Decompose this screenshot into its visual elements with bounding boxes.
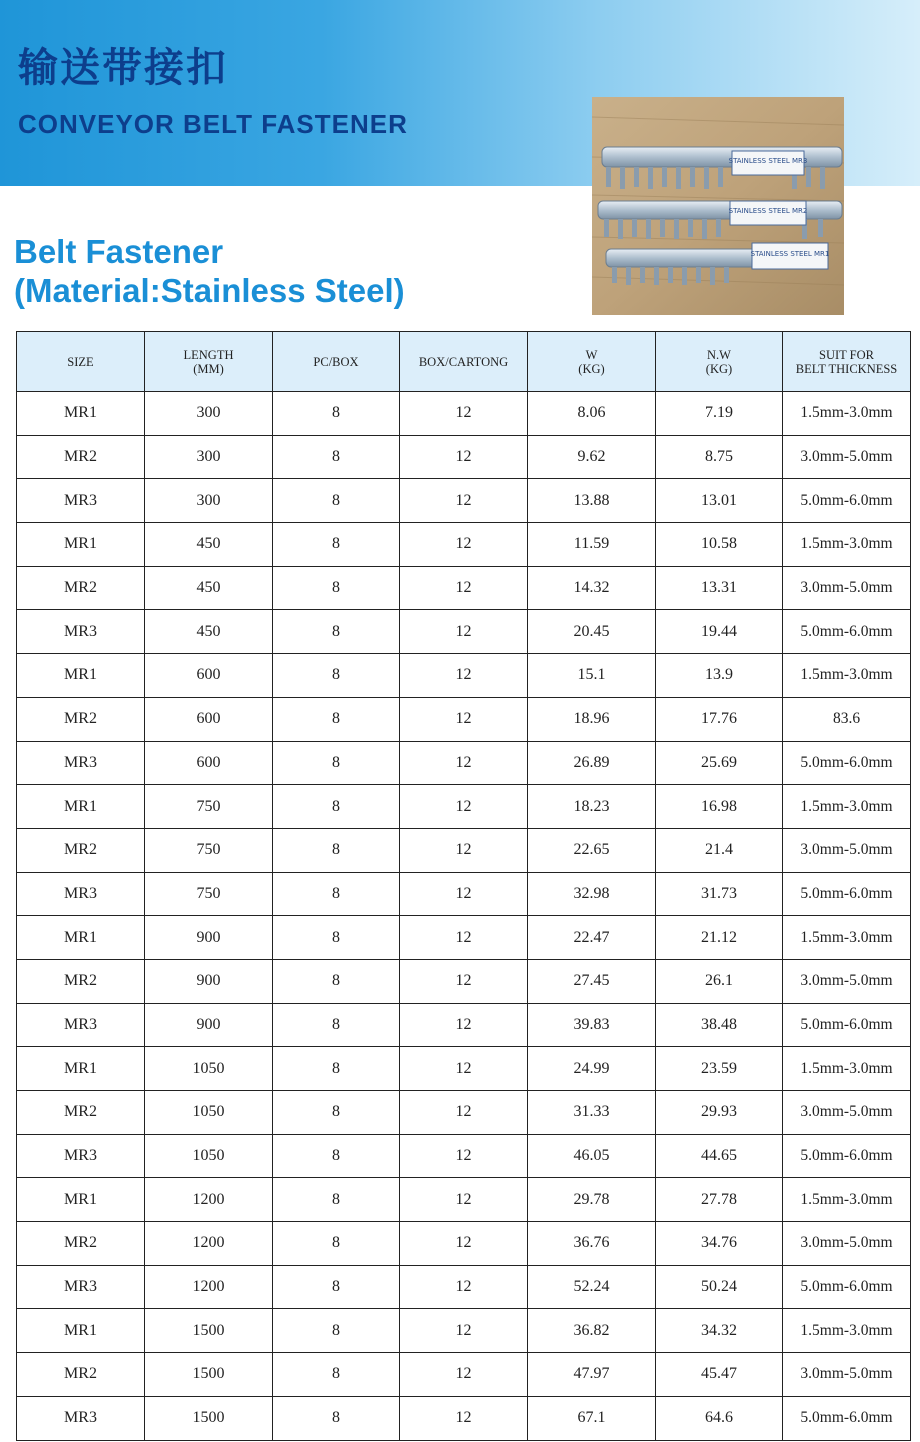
- title-chinese: 输送带接扣: [18, 46, 228, 90]
- cell-size: MR1: [17, 654, 145, 698]
- cell-length: 1200: [145, 1222, 273, 1266]
- cell-pc-box: 8: [273, 1134, 400, 1178]
- cell-net-weight: 7.19: [656, 392, 783, 436]
- table-row: [17, 1178, 911, 1222]
- cell-belt-thickness: 1.5mm-3.0mm: [783, 1309, 911, 1353]
- cell-weight: 47.97: [528, 1353, 656, 1397]
- cell-net-weight: 13.9: [656, 654, 783, 698]
- cell-net-weight: 34.76: [656, 1222, 783, 1266]
- cell-net-weight: 19.44: [656, 610, 783, 654]
- cell-weight: 8.06: [528, 392, 656, 436]
- cell-weight: 52.24: [528, 1265, 656, 1309]
- cell-size: MR2: [17, 1222, 145, 1266]
- table-row: [17, 435, 911, 479]
- cell-box-cartong: 12: [400, 654, 528, 698]
- subtitle-belt-fastener: Belt Fastener: [14, 233, 224, 270]
- cell-length: 300: [145, 435, 273, 479]
- header-weight: [528, 332, 656, 392]
- cell-belt-thickness: 83.6: [783, 697, 911, 741]
- photo-label-mr3: STAINLESS STEEL MR3: [728, 157, 808, 165]
- cell-weight: 24.99: [528, 1047, 656, 1091]
- cell-net-weight: 38.48: [656, 1003, 783, 1047]
- cell-size: MR3: [17, 479, 145, 523]
- cell-size: MR2: [17, 1091, 145, 1135]
- cell-length: 600: [145, 697, 273, 741]
- table-row: [17, 1309, 911, 1353]
- cell-box-cartong: 12: [400, 828, 528, 872]
- cell-pc-box: 8: [273, 872, 400, 916]
- cell-weight: 29.78: [528, 1178, 656, 1222]
- cell-length: 900: [145, 1003, 273, 1047]
- cell-pc-box: 8: [273, 1178, 400, 1222]
- cell-box-cartong: 12: [400, 1309, 528, 1353]
- cell-belt-thickness: 5.0mm-6.0mm: [783, 1003, 911, 1047]
- cell-belt-thickness: 1.5mm-3.0mm: [783, 654, 911, 698]
- header-text: BELT THICKNESS: [795, 361, 898, 376]
- cell-weight: 22.65: [528, 828, 656, 872]
- cell-box-cartong: 12: [400, 1134, 528, 1178]
- table-row: [17, 566, 911, 610]
- table-row: [17, 959, 911, 1003]
- header-text: LENGTH: [183, 347, 234, 362]
- header-row: [17, 332, 911, 392]
- cell-belt-thickness: 3.0mm-5.0mm: [783, 1222, 911, 1266]
- cell-weight: 18.96: [528, 697, 656, 741]
- cell-size: MR2: [17, 828, 145, 872]
- cell-length: 1500: [145, 1353, 273, 1397]
- header-belt-thickness: [783, 332, 911, 392]
- cell-length: 1050: [145, 1091, 273, 1135]
- cell-weight: 14.32: [528, 566, 656, 610]
- table-row: [17, 654, 911, 698]
- cell-box-cartong: 12: [400, 959, 528, 1003]
- header-text: SUIT FOR: [819, 347, 874, 362]
- product-photo: [592, 97, 844, 315]
- header-text: (KG): [705, 361, 733, 376]
- table-row: [17, 1265, 911, 1309]
- cell-length: 1050: [145, 1047, 273, 1091]
- cell-pc-box: 8: [273, 1265, 400, 1309]
- cell-belt-thickness: 5.0mm-6.0mm: [783, 1396, 911, 1440]
- cell-pc-box: 8: [273, 828, 400, 872]
- cell-size: MR3: [17, 610, 145, 654]
- table-row: [17, 1091, 911, 1135]
- cell-belt-thickness: 5.0mm-6.0mm: [783, 610, 911, 654]
- header-text: SIZE: [67, 354, 94, 369]
- spec-table: [16, 331, 911, 1441]
- cell-size: MR2: [17, 435, 145, 479]
- cell-size: MR1: [17, 785, 145, 829]
- header-box-cartong: [400, 332, 528, 392]
- cell-pc-box: 8: [273, 785, 400, 829]
- cell-size: MR3: [17, 1265, 145, 1309]
- cell-length: 750: [145, 872, 273, 916]
- header-text: (MM): [193, 361, 224, 376]
- cell-weight: 26.89: [528, 741, 656, 785]
- cell-box-cartong: 12: [400, 1265, 528, 1309]
- cell-size: MR1: [17, 916, 145, 960]
- table-row: [17, 741, 911, 785]
- cell-pc-box: 8: [273, 1309, 400, 1353]
- cell-size: MR2: [17, 1353, 145, 1397]
- cell-weight: 22.47: [528, 916, 656, 960]
- cell-length: 1500: [145, 1309, 273, 1353]
- header-text: BOX/CARTONG: [418, 354, 509, 369]
- cell-belt-thickness: 1.5mm-3.0mm: [783, 523, 911, 567]
- cell-net-weight: 23.59: [656, 1047, 783, 1091]
- table-row: [17, 916, 911, 960]
- cell-pc-box: 8: [273, 435, 400, 479]
- cell-pc-box: 8: [273, 1353, 400, 1397]
- cell-box-cartong: 12: [400, 610, 528, 654]
- cell-belt-thickness: 5.0mm-6.0mm: [783, 872, 911, 916]
- cell-length: 1500: [145, 1396, 273, 1440]
- cell-weight: 27.45: [528, 959, 656, 1003]
- cell-weight: 13.88: [528, 479, 656, 523]
- cell-box-cartong: 12: [400, 785, 528, 829]
- spec-table-body: [17, 392, 911, 1441]
- cell-net-weight: 25.69: [656, 741, 783, 785]
- cell-belt-thickness: 3.0mm-5.0mm: [783, 1091, 911, 1135]
- table-row: [17, 1396, 911, 1440]
- photo-label-mr2: STAINLESS STEEL MR2: [728, 207, 808, 215]
- cell-size: MR3: [17, 741, 145, 785]
- cell-box-cartong: 12: [400, 916, 528, 960]
- table-row: [17, 1003, 911, 1047]
- cell-pc-box: 8: [273, 392, 400, 436]
- cell-length: 900: [145, 916, 273, 960]
- table-row: [17, 610, 911, 654]
- cell-box-cartong: 12: [400, 1396, 528, 1440]
- cell-box-cartong: 12: [400, 1222, 528, 1266]
- cell-length: 450: [145, 610, 273, 654]
- cell-length: 600: [145, 654, 273, 698]
- cell-weight: 39.83: [528, 1003, 656, 1047]
- cell-size: MR1: [17, 1309, 145, 1353]
- cell-net-weight: 16.98: [656, 785, 783, 829]
- cell-pc-box: 8: [273, 1396, 400, 1440]
- cell-net-weight: 64.6: [656, 1396, 783, 1440]
- table-row: [17, 479, 911, 523]
- cell-belt-thickness: 3.0mm-5.0mm: [783, 435, 911, 479]
- cell-length: 450: [145, 566, 273, 610]
- cell-size: MR2: [17, 959, 145, 1003]
- table-row: [17, 1222, 911, 1266]
- cell-length: 900: [145, 959, 273, 1003]
- cell-belt-thickness: 1.5mm-3.0mm: [783, 392, 911, 436]
- cell-box-cartong: 12: [400, 697, 528, 741]
- title-english: CONVEYOR BELT FASTENER: [18, 109, 408, 139]
- cell-size: MR3: [17, 872, 145, 916]
- cell-size: MR1: [17, 1047, 145, 1091]
- cell-size: MR1: [17, 392, 145, 436]
- cell-belt-thickness: 3.0mm-5.0mm: [783, 1353, 911, 1397]
- cell-weight: 9.62: [528, 435, 656, 479]
- table-row: [17, 1047, 911, 1091]
- cell-weight: 31.33: [528, 1091, 656, 1135]
- cell-pc-box: 8: [273, 1091, 400, 1135]
- cell-net-weight: 34.32: [656, 1309, 783, 1353]
- cell-net-weight: 8.75: [656, 435, 783, 479]
- cell-box-cartong: 12: [400, 435, 528, 479]
- cell-size: MR2: [17, 697, 145, 741]
- cell-length: 750: [145, 785, 273, 829]
- table-row: [17, 697, 911, 741]
- header-text: N.W: [707, 347, 731, 362]
- cell-pc-box: 8: [273, 610, 400, 654]
- cell-weight: 11.59: [528, 523, 656, 567]
- cell-net-weight: 45.47: [656, 1353, 783, 1397]
- cell-belt-thickness: 5.0mm-6.0mm: [783, 479, 911, 523]
- cell-net-weight: 13.31: [656, 566, 783, 610]
- cell-size: MR3: [17, 1134, 145, 1178]
- table-row: [17, 523, 911, 567]
- table-row: [17, 1134, 911, 1178]
- cell-weight: 15.1: [528, 654, 656, 698]
- cell-box-cartong: 12: [400, 872, 528, 916]
- cell-length: 1200: [145, 1265, 273, 1309]
- cell-weight: 20.45: [528, 610, 656, 654]
- cell-belt-thickness: 1.5mm-3.0mm: [783, 1047, 911, 1091]
- header-text: (KG): [578, 361, 605, 376]
- cell-belt-thickness: 3.0mm-5.0mm: [783, 828, 911, 872]
- cell-pc-box: 8: [273, 1222, 400, 1266]
- cell-pc-box: 8: [273, 654, 400, 698]
- table-row: [17, 1353, 911, 1397]
- cell-net-weight: 21.12: [656, 916, 783, 960]
- header-text: PC/BOX: [313, 354, 359, 369]
- cell-belt-thickness: 5.0mm-6.0mm: [783, 1265, 911, 1309]
- cell-belt-thickness: 5.0mm-6.0mm: [783, 1134, 911, 1178]
- cell-net-weight: 31.73: [656, 872, 783, 916]
- cell-size: MR3: [17, 1003, 145, 1047]
- cell-pc-box: 8: [273, 959, 400, 1003]
- cell-pc-box: 8: [273, 523, 400, 567]
- cell-box-cartong: 12: [400, 392, 528, 436]
- cell-length: 300: [145, 392, 273, 436]
- cell-net-weight: 44.65: [656, 1134, 783, 1178]
- cell-pc-box: 8: [273, 916, 400, 960]
- cell-box-cartong: 12: [400, 1047, 528, 1091]
- cell-pc-box: 8: [273, 741, 400, 785]
- cell-weight: 36.76: [528, 1222, 656, 1266]
- cell-belt-thickness: 1.5mm-3.0mm: [783, 785, 911, 829]
- cell-pc-box: 8: [273, 566, 400, 610]
- cell-pc-box: 8: [273, 1047, 400, 1091]
- cell-weight: 46.05: [528, 1134, 656, 1178]
- cell-length: 300: [145, 479, 273, 523]
- cell-box-cartong: 12: [400, 1353, 528, 1397]
- cell-net-weight: 50.24: [656, 1265, 783, 1309]
- cell-net-weight: 27.78: [656, 1178, 783, 1222]
- header-net-weight: [656, 332, 783, 392]
- cell-weight: 36.82: [528, 1309, 656, 1353]
- cell-belt-thickness: 5.0mm-6.0mm: [783, 741, 911, 785]
- cell-net-weight: 17.76: [656, 697, 783, 741]
- subtitle-material: (Material:Stainless Steel): [14, 272, 405, 309]
- cell-length: 450: [145, 523, 273, 567]
- cell-pc-box: 8: [273, 1003, 400, 1047]
- cell-belt-thickness: 3.0mm-5.0mm: [783, 566, 911, 610]
- cell-pc-box: 8: [273, 697, 400, 741]
- table-row: [17, 872, 911, 916]
- photo-label-mr1: STAINLESS STEEL MR1: [750, 250, 830, 258]
- cell-weight: 18.23: [528, 785, 656, 829]
- cell-net-weight: 13.01: [656, 479, 783, 523]
- cell-length: 1200: [145, 1178, 273, 1222]
- header-text: W: [585, 347, 598, 362]
- cell-box-cartong: 12: [400, 741, 528, 785]
- cell-box-cartong: 12: [400, 1091, 528, 1135]
- cell-size: MR3: [17, 1396, 145, 1440]
- cell-pc-box: 8: [273, 479, 400, 523]
- table-row: [17, 392, 911, 436]
- cell-belt-thickness: 1.5mm-3.0mm: [783, 916, 911, 960]
- cell-weight: 32.98: [528, 872, 656, 916]
- cell-box-cartong: 12: [400, 479, 528, 523]
- header-pc-box: [273, 332, 400, 392]
- spec-table-header: [17, 332, 911, 392]
- table-row: [17, 785, 911, 829]
- cell-net-weight: 29.93: [656, 1091, 783, 1135]
- cell-box-cartong: 12: [400, 1003, 528, 1047]
- header-length: [145, 332, 273, 392]
- cell-length: 600: [145, 741, 273, 785]
- cell-box-cartong: 12: [400, 566, 528, 610]
- cell-length: 750: [145, 828, 273, 872]
- cell-length: 1050: [145, 1134, 273, 1178]
- cell-size: MR1: [17, 1178, 145, 1222]
- cell-size: MR1: [17, 523, 145, 567]
- cell-weight: 67.1: [528, 1396, 656, 1440]
- cell-net-weight: 21.4: [656, 828, 783, 872]
- cell-net-weight: 26.1: [656, 959, 783, 1003]
- cell-belt-thickness: 1.5mm-3.0mm: [783, 1178, 911, 1222]
- header-size: [17, 332, 145, 392]
- cell-size: MR2: [17, 566, 145, 610]
- table-row: [17, 828, 911, 872]
- cell-box-cartong: 12: [400, 523, 528, 567]
- cell-net-weight: 10.58: [656, 523, 783, 567]
- cell-belt-thickness: 3.0mm-5.0mm: [783, 959, 911, 1003]
- cell-box-cartong: 12: [400, 1178, 528, 1222]
